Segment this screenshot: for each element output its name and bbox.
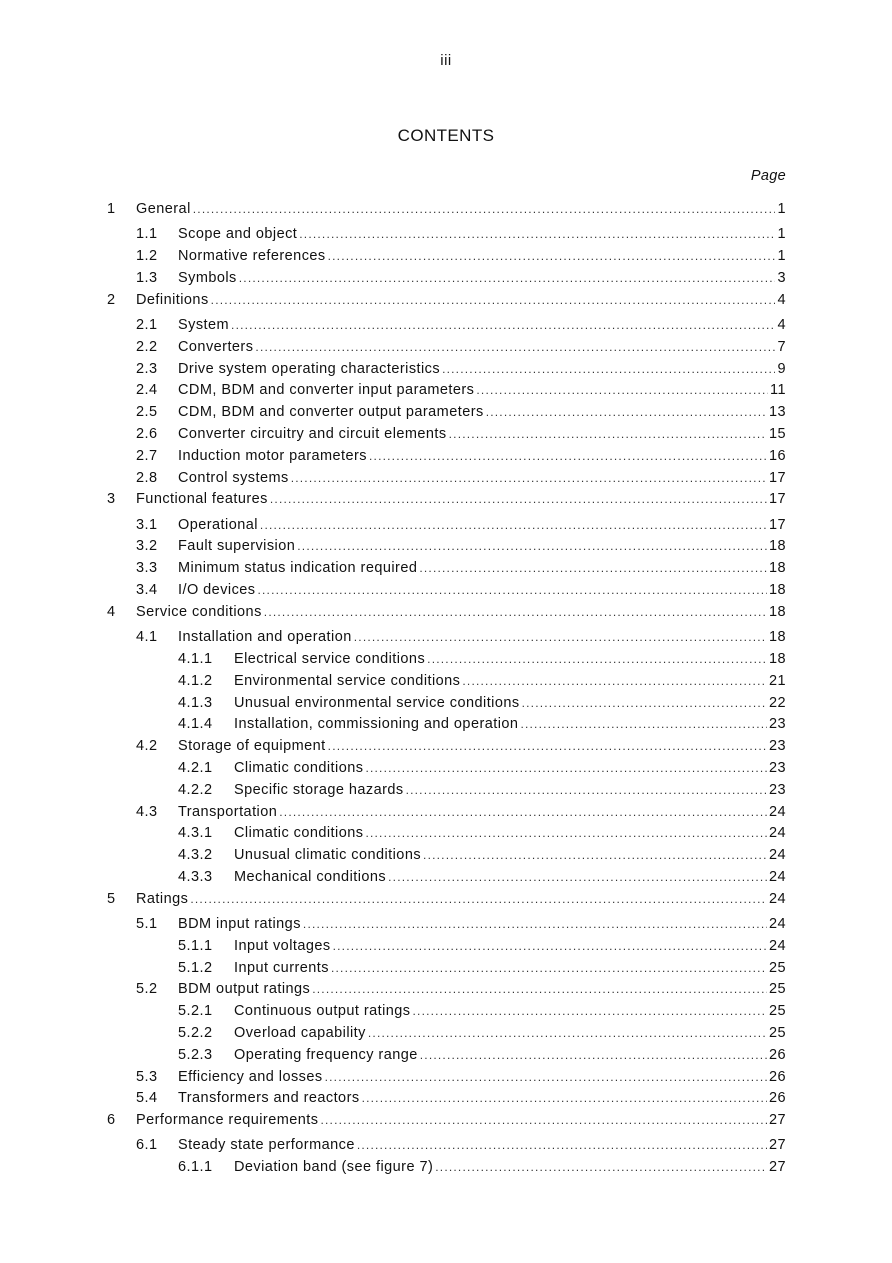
toc-entry[interactable] xyxy=(0,671,892,693)
toc-entry[interactable] xyxy=(0,958,892,980)
toc-entry-number: 6.1 xyxy=(136,1137,158,1154)
toc-entry-page: 24 xyxy=(768,825,786,842)
dot-leader xyxy=(476,380,768,402)
toc-entry[interactable] xyxy=(0,1088,892,1110)
toc-entry-number: 4.1 xyxy=(136,629,158,646)
toc-entry[interactable] xyxy=(0,867,892,889)
page-column-label: Page xyxy=(750,168,786,184)
toc-entry-page: 21 xyxy=(768,672,786,689)
toc-entry-title: Symbols xyxy=(178,269,237,286)
dot-leader xyxy=(297,536,767,558)
toc-entry-title: Converters xyxy=(178,338,254,355)
toc-entry-title: General xyxy=(136,201,191,217)
toc-entry-title: System xyxy=(178,316,230,333)
toc-entry-number: 4.1.1 xyxy=(178,650,213,667)
dot-leader xyxy=(211,290,776,312)
toc-entry-number: 6.1.1 xyxy=(178,1159,213,1176)
toc-entry-number: 2.1 xyxy=(136,316,158,333)
toc-entry[interactable] xyxy=(0,246,892,268)
toc-entry-page: 27 xyxy=(768,1159,786,1176)
page-number: iii xyxy=(440,52,452,69)
toc-entry-page: 7 xyxy=(777,338,786,355)
toc-entry[interactable] xyxy=(0,914,892,936)
toc-entry-page: 16 xyxy=(768,447,786,464)
toc-entry-page: 26 xyxy=(768,1068,786,1085)
toc-entry[interactable] xyxy=(0,627,892,649)
toc-entry-number: 2.2 xyxy=(136,338,158,355)
toc-entry-title: Storage of equipment xyxy=(178,738,326,755)
toc-entry[interactable] xyxy=(0,315,892,337)
toc-entry-title: Normative references xyxy=(178,248,326,265)
toc-entry-title: Functional features xyxy=(136,491,268,508)
dot-leader xyxy=(333,936,767,958)
toc-entry-title: CDM, BDM and converter output parameters xyxy=(178,404,484,421)
toc-entry[interactable] xyxy=(0,580,892,602)
toc-entry-number: 5.1.1 xyxy=(178,937,213,954)
dot-leader xyxy=(279,802,767,824)
toc-entry-page: 23 xyxy=(768,738,786,755)
toc-entry[interactable] xyxy=(0,402,892,424)
toc-entry-number: 1 xyxy=(107,201,116,217)
toc-entry-title: Environmental service conditions xyxy=(234,672,461,689)
toc-entry-number: 4.3 xyxy=(136,803,158,820)
dot-leader xyxy=(231,315,775,337)
dot-leader xyxy=(325,1067,767,1089)
toc-entry-title: Converter circuitry and circuit elements xyxy=(178,425,447,442)
dot-leader xyxy=(264,602,767,624)
dot-leader xyxy=(190,889,767,911)
toc-entry[interactable] xyxy=(0,536,892,558)
toc-entry-title: Definitions xyxy=(136,291,209,308)
dot-leader xyxy=(486,402,767,424)
toc-entry[interactable] xyxy=(0,468,892,490)
toc-entry-page: 1 xyxy=(777,226,786,243)
toc-entry-page: 24 xyxy=(768,890,786,907)
toc-entry[interactable] xyxy=(0,268,892,290)
toc-entry-page: 18 xyxy=(768,629,786,646)
toc-entry-number: 4 xyxy=(107,603,116,620)
toc-entry-title: Specific storage hazards xyxy=(234,781,404,798)
dot-leader xyxy=(423,845,767,867)
toc-entry-number: 2.4 xyxy=(136,382,158,399)
toc-entry-page: 26 xyxy=(768,1090,786,1107)
toc-entry-title: Deviation band (see figure 7) xyxy=(234,1159,434,1176)
toc-entry-title: Overload capability xyxy=(234,1024,366,1041)
toc-entry[interactable] xyxy=(0,736,892,758)
toc-entry-number: 1.2 xyxy=(136,248,158,265)
toc-entry-number: 5.3 xyxy=(136,1068,158,1085)
toc-entry-title: Service conditions xyxy=(136,603,262,620)
toc-entry-page: 18 xyxy=(768,603,786,620)
toc-entry-number: 2.6 xyxy=(136,425,158,442)
dot-leader xyxy=(419,558,767,580)
dot-leader xyxy=(427,649,767,671)
dot-leader xyxy=(331,958,767,980)
toc-entry[interactable] xyxy=(0,337,892,359)
dot-leader xyxy=(354,627,767,649)
toc-entry-title: Minimum status indication required xyxy=(178,560,418,577)
dot-leader xyxy=(522,693,767,715)
toc-entry-page: 15 xyxy=(768,425,786,442)
toc-entry-page: 3 xyxy=(777,269,786,286)
dot-leader xyxy=(435,1157,767,1179)
toc-entry-title: Control systems xyxy=(178,469,289,486)
toc-entry-number: 5.2.3 xyxy=(178,1046,213,1063)
toc-entry-page: 24 xyxy=(768,803,786,820)
toc-entry-title: Climatic conditions xyxy=(234,825,364,842)
toc-entry-page: 25 xyxy=(768,1024,786,1041)
toc-entry-title: Steady state performance xyxy=(178,1137,355,1154)
toc-entry-title: Climatic conditions xyxy=(234,759,364,776)
toc-entry[interactable] xyxy=(0,714,892,736)
toc-entry[interactable] xyxy=(0,979,892,1001)
toc-entry[interactable] xyxy=(0,199,892,221)
toc-entry-page: 18 xyxy=(768,582,786,599)
toc-entry-number: 4.1.3 xyxy=(178,694,213,711)
toc-entry[interactable] xyxy=(0,1001,892,1023)
toc-entry-page: 27 xyxy=(768,1112,786,1129)
toc-entry-title: Unusual environmental service conditions xyxy=(234,694,520,711)
toc-entry-page: 24 xyxy=(768,868,786,885)
toc-entry-page: 13 xyxy=(768,404,786,421)
dot-leader xyxy=(368,1023,767,1045)
toc-entry-number: 3.2 xyxy=(136,538,158,555)
dot-leader xyxy=(255,337,775,359)
toc-entry-title: Transformers and reactors xyxy=(178,1090,360,1107)
dot-leader xyxy=(270,489,767,511)
toc-entry-page: 11 xyxy=(770,382,786,399)
toc-entry[interactable] xyxy=(0,845,892,867)
toc-entry-number: 1.1 xyxy=(136,226,158,243)
toc-entry-number: 4.1.4 xyxy=(178,716,213,733)
toc-entry-number: 1.3 xyxy=(136,269,158,286)
toc-entry-page: 4 xyxy=(777,316,786,333)
dot-leader xyxy=(365,823,767,845)
dot-leader xyxy=(303,914,767,936)
toc-entry-page: 23 xyxy=(768,781,786,798)
dot-leader xyxy=(312,979,767,1001)
toc-entry-page: 17 xyxy=(768,469,786,486)
toc-entry-title: Transportation xyxy=(178,803,278,820)
toc-entry-page: 27 xyxy=(768,1137,786,1154)
dot-leader xyxy=(449,424,767,446)
toc-entry-page: 17 xyxy=(768,516,786,533)
toc-entry-page: 9 xyxy=(777,360,786,377)
toc-entry-title: BDM input ratings xyxy=(178,916,301,932)
toc-entry-number: 4.3.3 xyxy=(178,868,213,885)
toc-entry[interactable] xyxy=(0,380,892,402)
toc-entry-page: 18 xyxy=(768,538,786,555)
document-title: CONTENTS xyxy=(397,126,495,145)
toc-entry-title: BDM output ratings xyxy=(178,981,311,998)
toc-entry[interactable] xyxy=(0,1135,892,1157)
toc-entry-number: 4.2.1 xyxy=(178,759,213,776)
dot-leader xyxy=(442,359,775,381)
toc-entry-number: 5.4 xyxy=(136,1090,158,1107)
toc-entry-number: 3.3 xyxy=(136,560,158,577)
toc-entry-number: 4.1.2 xyxy=(178,672,213,689)
toc-entry-page: 1 xyxy=(777,248,786,265)
dot-leader xyxy=(365,758,767,780)
toc-entry-page: 18 xyxy=(768,560,786,577)
toc-entry-title: Continuous output ratings xyxy=(234,1003,411,1020)
dot-leader xyxy=(369,446,767,468)
toc-entry-number: 4.2 xyxy=(136,738,158,755)
toc-entry[interactable] xyxy=(0,1157,892,1179)
dot-leader xyxy=(388,867,767,889)
toc-entry-title: Ratings xyxy=(136,890,189,907)
toc-entry-page: 18 xyxy=(768,650,786,667)
toc-entry[interactable] xyxy=(0,359,892,381)
toc-entry-title: Unusual climatic conditions xyxy=(234,847,422,864)
toc-entry-number: 5.1.2 xyxy=(178,959,213,976)
dot-leader xyxy=(328,736,767,758)
toc-entry[interactable] xyxy=(0,446,892,468)
toc-entry-title: Drive system operating characteristics xyxy=(178,360,441,377)
toc-entry[interactable] xyxy=(0,290,892,312)
dot-leader xyxy=(357,1135,767,1157)
toc-entry[interactable] xyxy=(0,649,892,671)
toc-entry-page: 24 xyxy=(768,937,786,954)
dot-leader xyxy=(462,671,767,693)
toc-entry-title: Mechanical conditions xyxy=(234,868,387,885)
toc-entry-page: 23 xyxy=(768,716,786,733)
toc-entry[interactable] xyxy=(0,1045,892,1067)
toc-entry-page: 24 xyxy=(768,847,786,864)
toc-entry[interactable] xyxy=(0,489,892,511)
table-of-contents xyxy=(0,199,892,1179)
toc-entry-number: 4.3.1 xyxy=(178,825,213,842)
toc-entry-number: 2.3 xyxy=(136,360,158,377)
toc-entry[interactable] xyxy=(0,1110,892,1132)
toc-entry-number: 4.2.2 xyxy=(178,781,213,798)
dot-leader xyxy=(260,515,767,537)
toc-entry-page: 24 xyxy=(768,916,786,932)
toc-entry-page: 25 xyxy=(768,981,786,998)
toc-entry-title: Efficiency and losses xyxy=(178,1068,323,1085)
toc-entry-title: Operational xyxy=(178,516,258,533)
toc-entry[interactable] xyxy=(0,558,892,580)
dot-leader xyxy=(413,1001,767,1023)
toc-entry-title: Input voltages xyxy=(234,937,331,954)
toc-entry-number: 4.3.2 xyxy=(178,847,213,864)
toc-entry-number: 2 xyxy=(107,291,116,308)
toc-entry-title: Performance requirements xyxy=(136,1112,319,1129)
dot-leader xyxy=(239,268,776,290)
toc-entry-number: 2.7 xyxy=(136,447,158,464)
dot-leader xyxy=(362,1088,767,1110)
toc-entry-title: Input currents xyxy=(234,959,329,976)
toc-entry-title: I/O devices xyxy=(178,582,256,599)
toc-entry-number: 2.8 xyxy=(136,469,158,486)
toc-entry-number: 5.2.2 xyxy=(178,1024,213,1041)
toc-entry-page: 17 xyxy=(768,491,786,508)
toc-entry-number: 3.4 xyxy=(136,582,158,599)
toc-entry-page: 22 xyxy=(768,694,786,711)
toc-entry[interactable] xyxy=(0,758,892,780)
toc-entry-number: 3 xyxy=(107,491,116,508)
dot-leader xyxy=(257,580,766,602)
toc-entry[interactable] xyxy=(0,602,892,624)
toc-entry-number: 6 xyxy=(107,1112,116,1129)
toc-entry-number: 5.2 xyxy=(136,981,158,998)
toc-entry[interactable] xyxy=(0,936,892,958)
toc-entry-title: Fault supervision xyxy=(178,538,296,555)
toc-entry-page: 1 xyxy=(777,201,786,217)
toc-entry-page: 25 xyxy=(768,959,786,976)
toc-entry-page: 25 xyxy=(768,1003,786,1020)
toc-entry-title: Electrical service conditions xyxy=(234,650,426,667)
dot-leader xyxy=(328,246,776,268)
dot-leader xyxy=(420,1045,767,1067)
toc-entry-number: 2.5 xyxy=(136,404,158,421)
toc-entry-page: 4 xyxy=(777,291,786,308)
toc-entry[interactable] xyxy=(0,424,892,446)
toc-entry-number: 5 xyxy=(107,890,116,907)
toc-entry[interactable] xyxy=(0,780,892,802)
toc-entry-title: CDM, BDM and converter input parameters xyxy=(178,382,475,399)
toc-entry[interactable] xyxy=(0,802,892,824)
toc-entry[interactable] xyxy=(0,515,892,537)
toc-entry[interactable] xyxy=(0,889,892,911)
toc-entry-page: 26 xyxy=(768,1046,786,1063)
dot-leader xyxy=(320,1110,767,1132)
toc-entry[interactable] xyxy=(0,1067,892,1089)
toc-entry-title: Installation and operation xyxy=(178,629,352,646)
toc-entry[interactable] xyxy=(0,1023,892,1045)
toc-entry[interactable] xyxy=(0,224,892,246)
toc-entry-title: Scope and object xyxy=(178,226,298,243)
dot-leader xyxy=(291,468,767,490)
toc-entry-title: Operating frequency range xyxy=(234,1046,418,1063)
dot-leader xyxy=(193,199,776,221)
toc-entry-number: 5.1 xyxy=(136,916,158,932)
toc-entry-page: 23 xyxy=(768,759,786,776)
toc-entry-title: Installation, commissioning and operation xyxy=(234,716,519,733)
toc-entry-title: Induction motor parameters xyxy=(178,447,368,464)
toc-entry-number: 3.1 xyxy=(136,516,158,533)
dot-leader xyxy=(520,714,767,736)
dot-leader xyxy=(406,780,767,802)
dot-leader xyxy=(299,224,775,246)
toc-entry[interactable] xyxy=(0,693,892,715)
toc-entry-number: 5.2.1 xyxy=(178,1003,213,1020)
toc-entry[interactable] xyxy=(0,823,892,845)
